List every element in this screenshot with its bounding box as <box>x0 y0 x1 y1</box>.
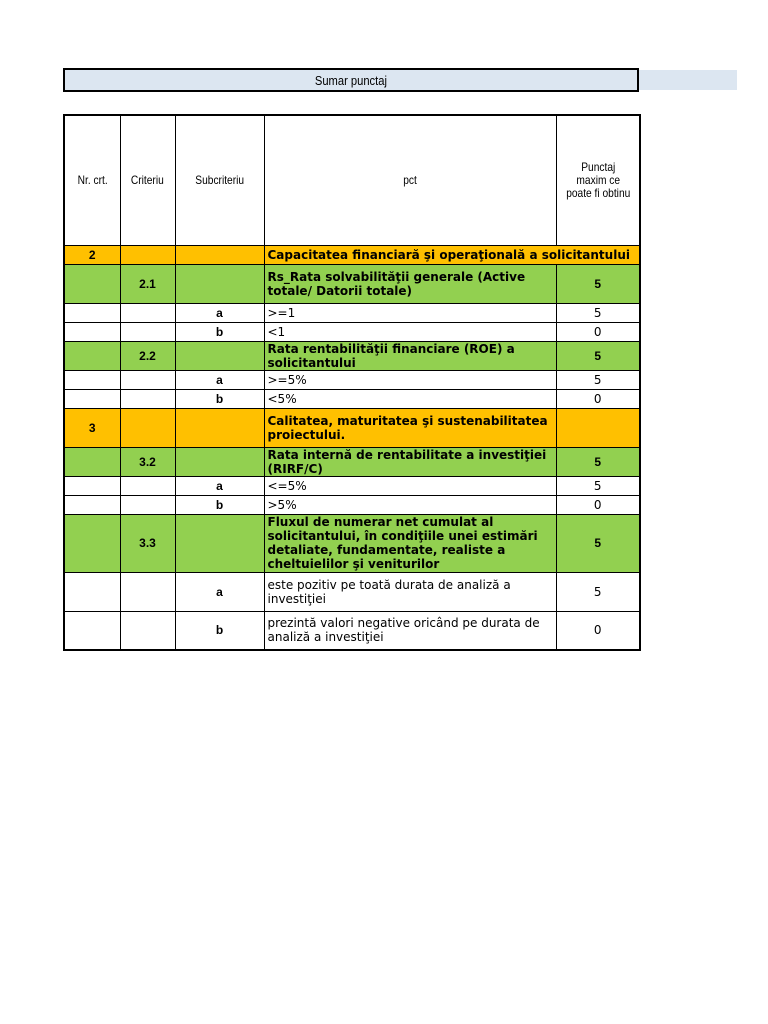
pct-cell: Rata rentabilităţii financiare (ROE) a solicitantului <box>264 341 556 370</box>
summary-title-bar <box>63 68 639 92</box>
criteriu-cell <box>120 322 175 341</box>
title-bar-extension <box>639 70 737 90</box>
criteriu-cell <box>120 572 175 611</box>
score-cell: 5 <box>556 572 640 611</box>
header-subcriteriu: Subcriteriu <box>175 115 264 245</box>
nr-cell: 3 <box>64 408 120 447</box>
subcriteriu-cell <box>175 408 264 447</box>
pct-cell: Capacitatea financiară şi operaţională a solicitantului <box>264 245 640 264</box>
nr-cell <box>64 447 120 476</box>
criteriu-cell <box>120 370 175 389</box>
pct-cell: prezintă valori negative oricând pe durata de analiză a investiţiei <box>264 611 556 650</box>
criteriu-cell: 3.3 <box>120 514 175 572</box>
subcriterion-row <box>64 495 640 514</box>
criteriu-cell <box>120 245 175 264</box>
criterion-row <box>64 514 640 572</box>
subcriteriu-cell: a <box>175 476 264 495</box>
criteriu-cell: 3.2 <box>120 447 175 476</box>
criteriu-cell <box>120 611 175 650</box>
nr-cell <box>64 611 120 650</box>
score-cell: 5 <box>556 514 640 572</box>
nr-cell <box>64 370 120 389</box>
score-cell: 5 <box>556 303 640 322</box>
subcriterion-row <box>64 389 640 408</box>
pct-cell: Rata internă de rentabilitate a investiţiei (RIRF/C) <box>264 447 556 476</box>
criteriu-cell: 2.2 <box>120 341 175 370</box>
nr-cell <box>64 572 120 611</box>
criteriu-cell <box>120 389 175 408</box>
nr-cell <box>64 322 120 341</box>
section-row <box>64 245 640 264</box>
subcriteriu-cell <box>175 514 264 572</box>
subcriterion-row <box>64 303 640 322</box>
summary-title: Sumar punctaj <box>314 72 388 88</box>
pct-cell: >5% <box>264 495 556 514</box>
subcriterion-row <box>64 322 640 341</box>
subcriteriu-cell: b <box>175 495 264 514</box>
nr-cell <box>64 303 120 322</box>
section-row <box>64 408 640 447</box>
nr-cell <box>64 495 120 514</box>
criteriu-cell <box>120 408 175 447</box>
score-cell: 5 <box>556 476 640 495</box>
nr-cell <box>64 476 120 495</box>
pct-cell: Fluxul de numerar net cumulat al solicitantului, în condiţiile unei estimări detaliate, fundamentate, realiste a cheltuielilor şi veniturilor <box>264 514 556 572</box>
header-nr-crt: Nr. crt. <box>64 115 120 245</box>
criterion-row <box>64 447 640 476</box>
score-cell: 5 <box>556 447 640 476</box>
pct-cell: Rs_Rata solvabilităţii generale (Active totale/ Datorii totale) <box>264 264 556 303</box>
header-pct: pct <box>264 115 556 245</box>
pct-cell: <5% <box>264 389 556 408</box>
pct-cell: <=5% <box>264 476 556 495</box>
subcriteriu-cell: b <box>175 322 264 341</box>
criteriu-cell <box>120 476 175 495</box>
subcriteriu-cell: a <box>175 370 264 389</box>
pct-cell: Calitatea, maturitatea şi sustenabilitatea proiectului. <box>264 408 556 447</box>
criterion-row <box>64 341 640 370</box>
subcriteriu-cell: b <box>175 389 264 408</box>
subcriteriu-cell <box>175 447 264 476</box>
criteriu-cell: 2.1 <box>120 264 175 303</box>
nr-cell <box>64 514 120 572</box>
subcriteriu-cell: a <box>175 572 264 611</box>
score-cell: 0 <box>556 389 640 408</box>
score-cell: 0 <box>556 611 640 650</box>
score-cell: 5 <box>556 264 640 303</box>
pct-cell: <1 <box>264 322 556 341</box>
nr-cell <box>64 264 120 303</box>
subcriterion-row <box>64 476 640 495</box>
nr-cell: 2 <box>64 245 120 264</box>
subcriteriu-cell <box>175 264 264 303</box>
subcriteriu-cell: a <box>175 303 264 322</box>
score-cell: 0 <box>556 495 640 514</box>
score-cell: 0 <box>556 322 640 341</box>
subcriterion-row <box>64 611 640 650</box>
subcriteriu-cell <box>175 341 264 370</box>
subcriterion-row <box>64 572 640 611</box>
score-cell: 5 <box>556 370 640 389</box>
header-criteriu: Criteriu <box>120 115 175 245</box>
criteriu-cell <box>120 303 175 322</box>
criterion-row <box>64 264 640 303</box>
header-punctaj-maxim: Punctaj maxim ce poate fi obtinu <box>556 115 640 245</box>
pct-cell: >=5% <box>264 370 556 389</box>
nr-cell <box>64 389 120 408</box>
subcriteriu-cell: b <box>175 611 264 650</box>
nr-cell <box>64 341 120 370</box>
score-cell <box>556 408 640 447</box>
criteriu-cell <box>120 495 175 514</box>
pct-cell: este pozitiv pe toată durata de analiză a investiţiei <box>264 572 556 611</box>
pct-cell: >=1 <box>264 303 556 322</box>
scoring-table <box>63 114 641 651</box>
header-row <box>64 115 640 245</box>
score-cell: 5 <box>556 341 640 370</box>
subcriterion-row <box>64 370 640 389</box>
subcriteriu-cell <box>175 245 264 264</box>
